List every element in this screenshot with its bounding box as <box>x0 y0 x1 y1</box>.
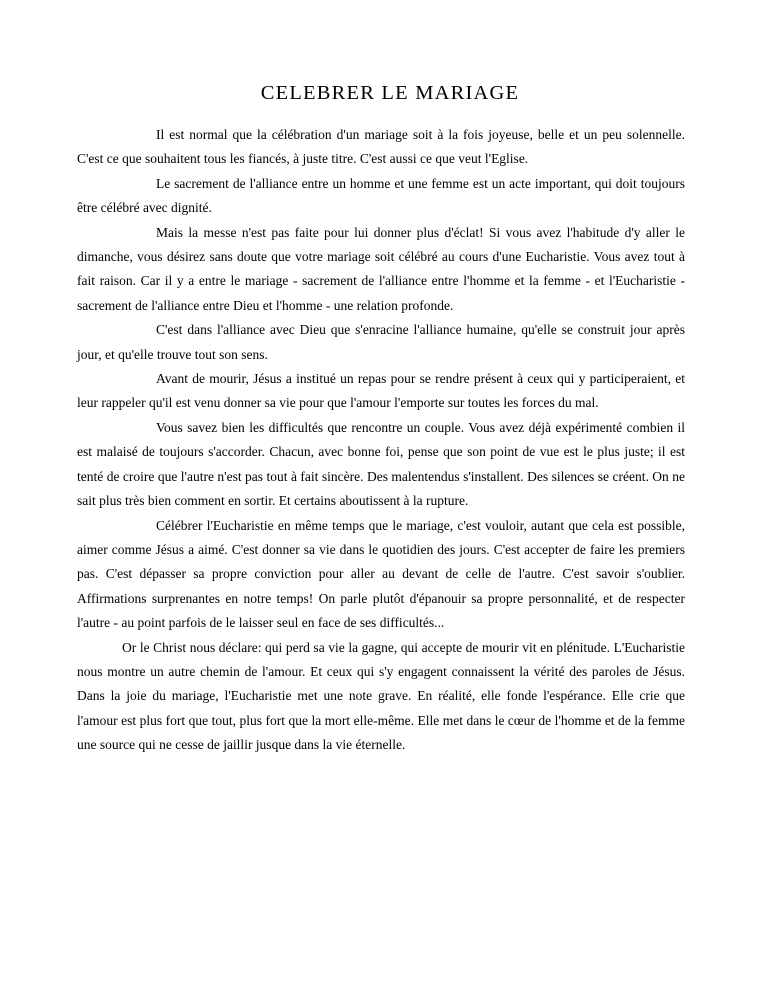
paragraph-8: Or le Christ nous déclare: qui perd sa vie la gagne, qui accepte de mourir vit en plénitude. L'Eucharistie nous montre un autre chemin de l'amour. Et ceux qui s'y engagent connaissent la vérité des paroles de Jésus. Dans la joie du mariage, l'Eucharistie met une note grave. En réalité, elle fonde l'espérance. Elle crie que l'amour est plus fort que tout, plus fort que la mort elle-même. Elle met dans le cœur de l'homme et de la femme une source qui ne cesse de jaillir jusque dans la vie éternelle. <box>77 639 685 753</box>
document-title: CELEBRER LE MARIAGE <box>260 82 520 104</box>
paragraph-6: Vous savez bien les difficultés que rencontre un couple. Vous avez déjà expérimenté combien il est malaisé de toujours s'accorder. Chacun, avec bonne foi, pense que son point de vue est le plus juste; il est tenté de croire que l'autre n'est pas tout à fait sincère. Des malentendus s'installent. Des silences se créent. On ne sait plus très bien comment en sortir. Et certains aboutissent à la rupture. <box>77 419 685 509</box>
paragraph-1: Il est normal que la célébration d'un mariage soit à la fois joyeuse, belle et un peu solennelle. C'est ce que souhaitent tous les fiancés, à juste titre. C'est aussi ce que veut l'Eglise. <box>77 127 685 167</box>
paragraph-3: Mais la messe n'est pas faite pour lui donner plus d'éclat! Si vous avez l'habitude d'y aller le dimanche, vous désirez sans doute que votre mariage soit célébré au cours d'une Eucharistie. Vous avez tout à fait raison. Car il y a entre le mariage - sacrement de l'alliance entre l'homme et la femme - et l'Eucharistie - sacrement de l'alliance entre Dieu et l'homme - une relation profonde. <box>77 224 685 313</box>
paragraph-7: Célébrer l'Eucharistie en même temps que le mariage, c'est vouloir, autant que cela est possible, aimer comme Jésus a aimé. C'est donner sa vie dans le quotidien des jours. C'est accepter de faire les premiers pas. C'est dépasser sa propre conviction pour aller au devant de celle de l'autre. C'est savoir s'oublier. Affirmations surprenantes en notre temps! On parle plutôt d'épanouir sa propre personnalité, et de respecter l'autre - au point parfois de le laisser seul en face de ses difficultés... <box>77 517 685 631</box>
paragraph-2: Le sacrement de l'alliance entre un homme et une femme est un acte important, qui doit toujours être célébré avec dignité. <box>77 175 685 216</box>
document-page <box>77 82 685 758</box>
paragraph-5: Avant de mourir, Jésus a institué un repas pour se rendre présent à ceux qui y participeraient, et leur rappeler qu'il est venu donner sa vie pour que l'amour l'emporte sur toutes les forces du mal. <box>77 371 685 411</box>
paragraph-4: C'est dans l'alliance avec Dieu que s'enracine l'alliance humaine, qu'elle se construit jour après jour, et qu'elle trouve tout son sens. <box>77 322 685 362</box>
